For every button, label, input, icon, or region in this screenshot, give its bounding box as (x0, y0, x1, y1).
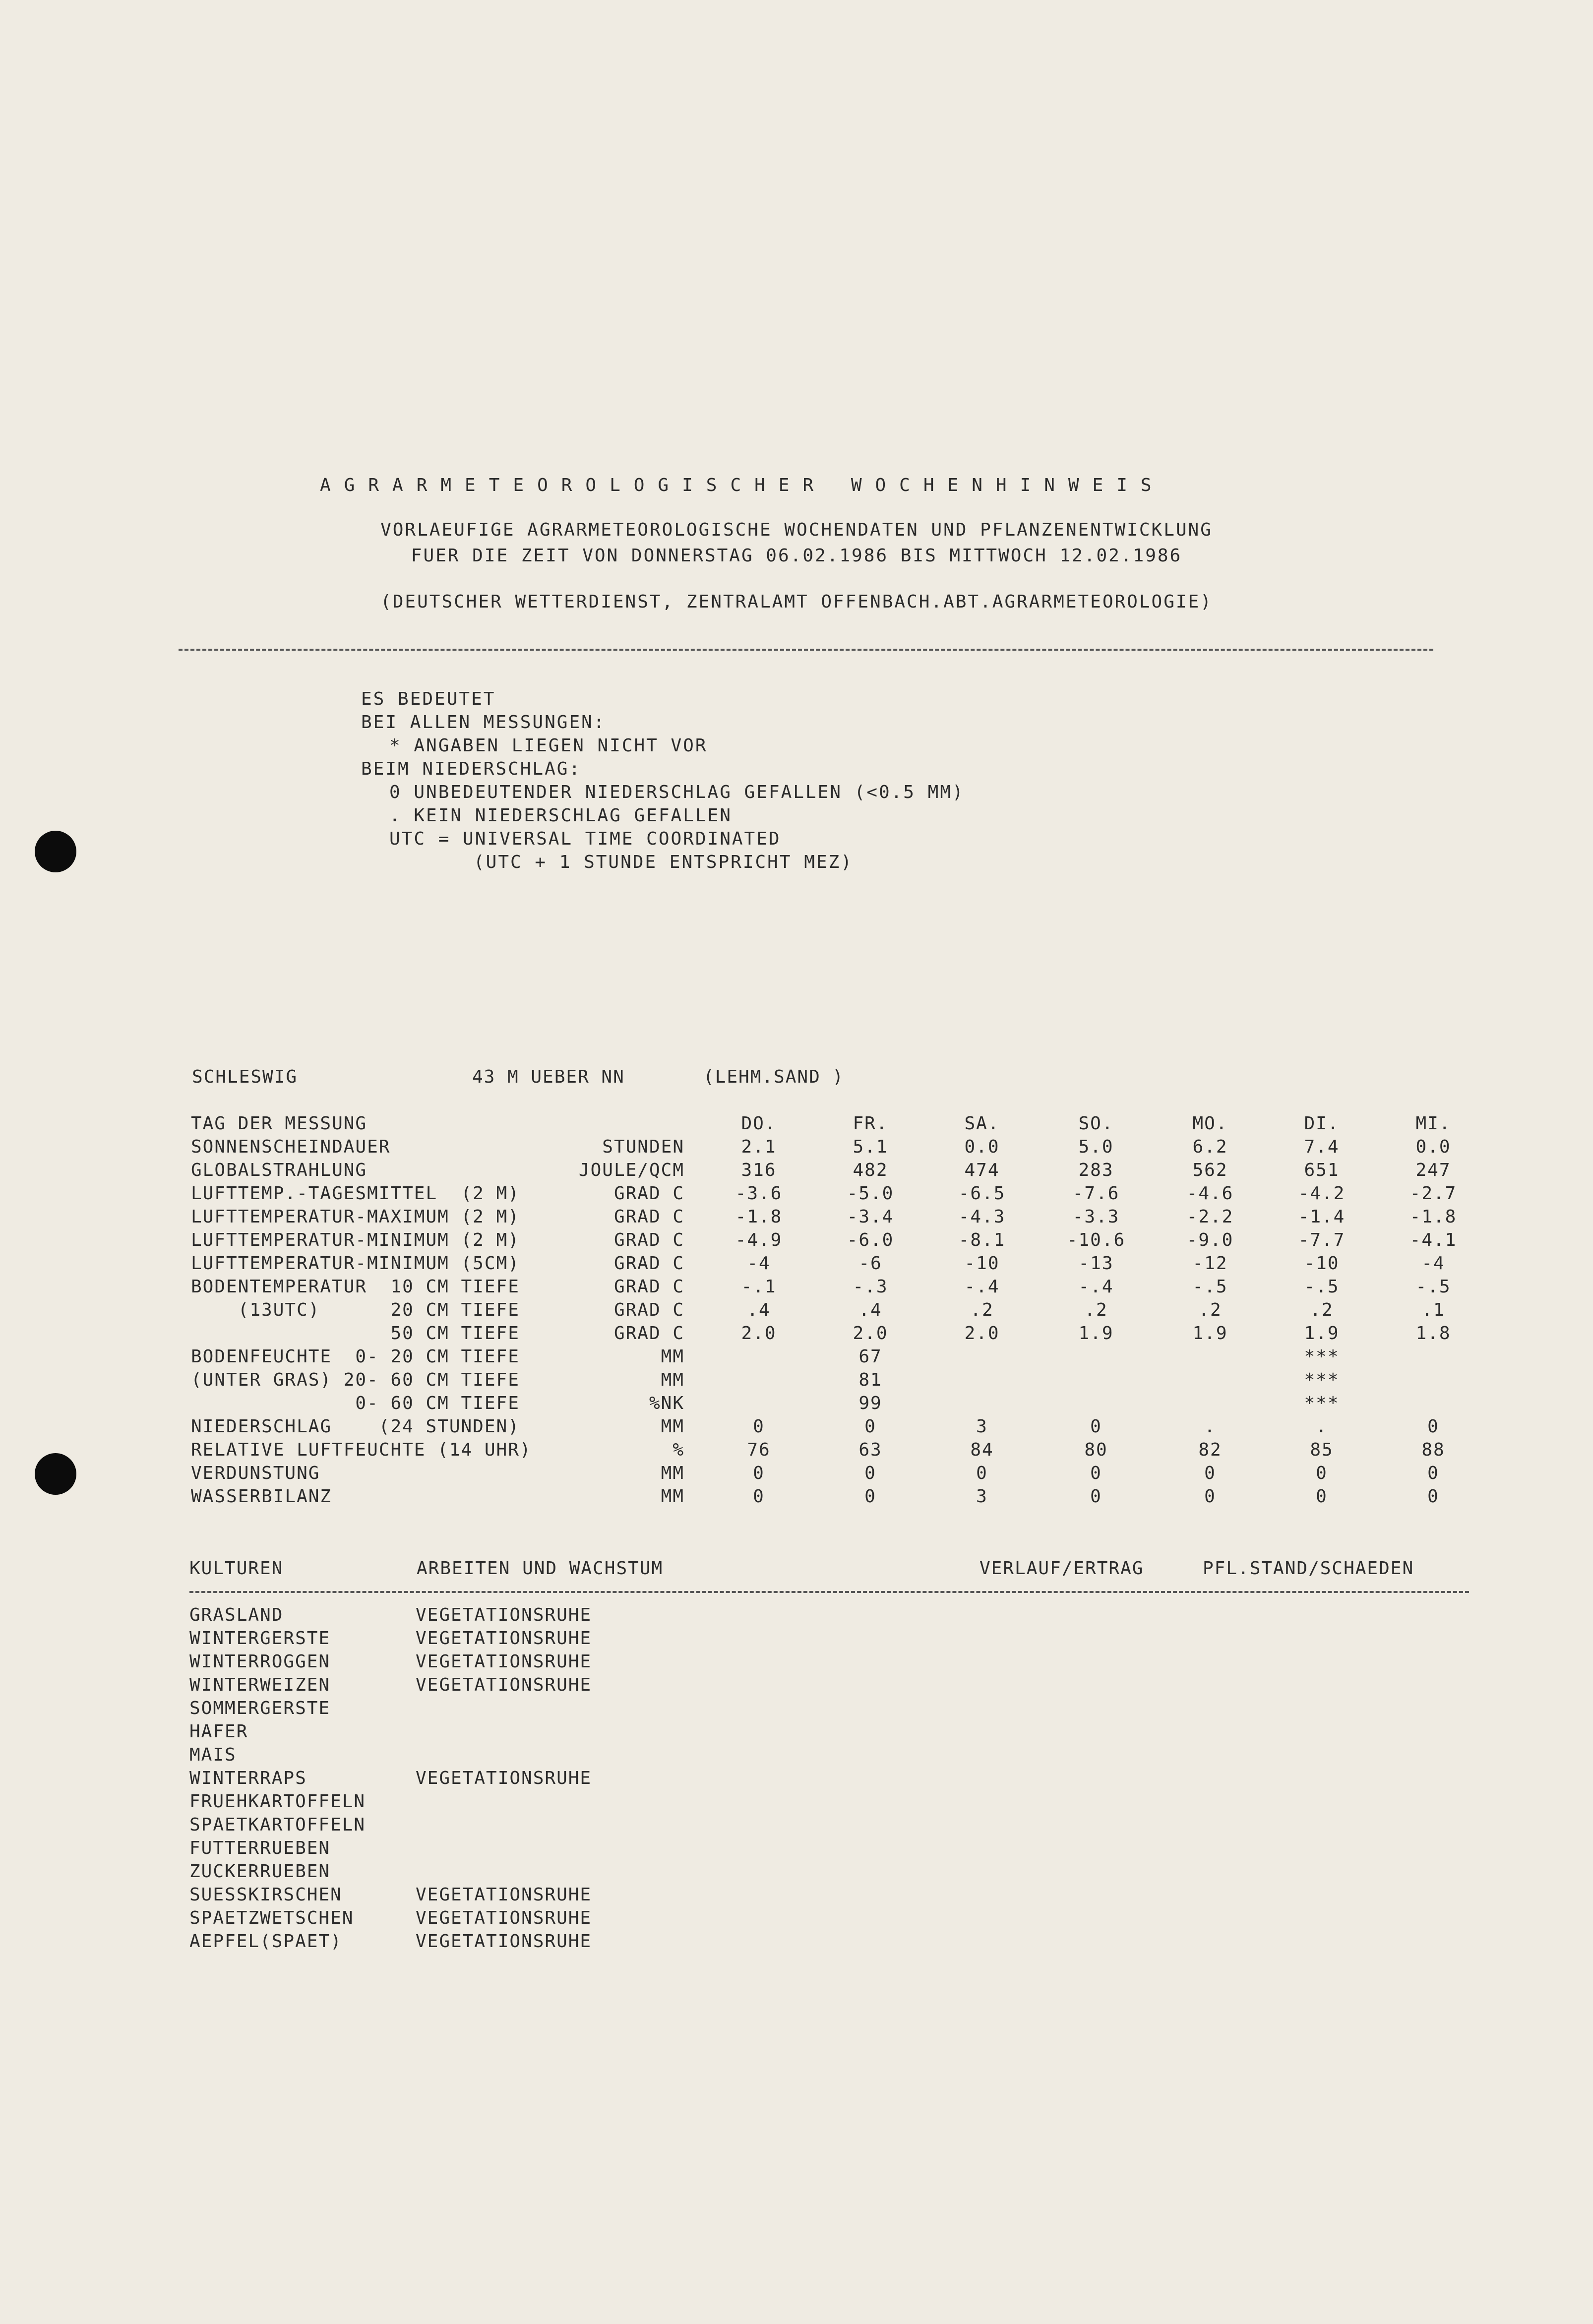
value-cell: 2.0 (853, 1323, 888, 1344)
row-label: 50 CM TIEFE (191, 1323, 520, 1344)
value-cell: 0 (1427, 1486, 1439, 1507)
value-cell: 3 (976, 1416, 988, 1437)
legend-line: UTC = UNIVERSAL TIME COORDINATED (389, 829, 781, 849)
legend-line: * ANGABEN LIEGEN NICHT VOR (389, 735, 708, 756)
value-cell: 0.0 (1415, 1137, 1451, 1157)
value-cell: 3 (976, 1486, 988, 1507)
value-cell: -3.3 (1072, 1207, 1120, 1227)
value-cell: 0 (1090, 1486, 1102, 1507)
crops-header-arbeiten: ARBEITEN UND WACHSTUM (417, 1558, 664, 1579)
row-label: (UNTER GRAS) 20- 60 CM TIEFE (191, 1370, 520, 1390)
crop-name: FRUEHKARTOFFELN (189, 1791, 366, 1812)
value-cell: -1.4 (1298, 1207, 1346, 1227)
crops-header-verlauf: VERLAUF/ERTRAG (980, 1558, 1144, 1579)
value-cell: -3.6 (735, 1183, 783, 1204)
row-unit: MM (661, 1486, 684, 1507)
value-cell: 0 (1090, 1463, 1102, 1483)
value-cell: 0 (864, 1463, 876, 1483)
value-cell: -6 (858, 1253, 882, 1274)
punch-hole-bottom (35, 1453, 76, 1495)
crop-name: WINTERGERSTE (189, 1628, 331, 1649)
value-cell: 0.0 (964, 1137, 1000, 1157)
crop-name: HAFER (189, 1721, 248, 1742)
report-subtitle: VORLAEUFIGE AGRARMETEOROLOGISCHE WOCHENDATEN UND PFLANZENENTWICKLUNG (380, 520, 1213, 540)
value-cell: 0 (753, 1463, 765, 1483)
crop-status: VEGETATIONSRUHE (416, 1651, 592, 1672)
crop-name: FUTTERRUEBEN (189, 1838, 331, 1858)
value-cell: . (1316, 1416, 1328, 1437)
value-cell: 0 (864, 1416, 876, 1437)
value-cell: -2.7 (1409, 1183, 1457, 1204)
day-header: DO. (741, 1113, 777, 1134)
row-label: LUFTTEMPERATUR-MINIMUM (2 M) (191, 1230, 520, 1250)
crop-status: VEGETATIONSRUHE (416, 1908, 592, 1928)
row-label: BODENTEMPERATUR 10 CM TIEFE (191, 1277, 520, 1297)
separator-line (179, 649, 1433, 651)
value-cell: -2.2 (1186, 1207, 1234, 1227)
value-cell: -4 (1421, 1253, 1445, 1274)
value-cell: 84 (970, 1440, 994, 1460)
row-unit: JOULE/QCM (578, 1160, 684, 1180)
value-cell: 2.0 (741, 1323, 777, 1344)
value-cell: 474 (964, 1160, 1000, 1180)
crop-name: SUESSKIRSCHEN (189, 1885, 342, 1905)
value-cell: -6.5 (958, 1183, 1006, 1204)
value-cell: -10.6 (1066, 1230, 1126, 1250)
value-cell: 88 (1421, 1440, 1445, 1460)
row-label: (13UTC) 20 CM TIEFE (191, 1300, 520, 1320)
crop-status: VEGETATIONSRUHE (416, 1931, 592, 1952)
row-label: NIEDERSCHLAG (24 STUNDEN) (191, 1416, 520, 1437)
row-label: RELATIVE LUFTFEUCHTE (14 UHR) (191, 1440, 532, 1460)
row-unit: GRAD C (613, 1323, 684, 1344)
report-source: (DEUTSCHER WETTERDIENST, ZENTRALAMT OFFENBACH.ABT.AGRARMETEOROLOGIE) (380, 592, 1213, 612)
row-unit: GRAD C (613, 1183, 684, 1204)
day-header: DI. (1304, 1113, 1340, 1134)
value-cell: 0 (1204, 1463, 1216, 1483)
station-elevation: 43 M UEBER NN (472, 1067, 625, 1087)
row-label: LUFTTEMPERATUR-MINIMUM (5CM) (191, 1253, 520, 1274)
value-cell: -5.0 (847, 1183, 894, 1204)
row-label: 0- 60 CM TIEFE (191, 1393, 520, 1413)
value-cell: -3.4 (847, 1207, 894, 1227)
value-cell: -4 (747, 1253, 771, 1274)
station-soil: (LEHM.SAND ) (703, 1067, 845, 1087)
crop-name: WINTERRAPS (189, 1768, 307, 1788)
value-cell: .4 (858, 1300, 882, 1320)
value-cell: -9.0 (1186, 1230, 1234, 1250)
legend-line: . KEIN NIEDERSCHLAG GEFALLEN (389, 805, 732, 826)
crop-name: ZUCKERRUEBEN (189, 1861, 331, 1882)
day-header: FR. (853, 1113, 888, 1134)
row-label: WASSERBILANZ (191, 1486, 332, 1507)
station-name: SCHLESWIG (192, 1067, 298, 1087)
crop-status: VEGETATIONSRUHE (416, 1885, 592, 1905)
row-label: TAG DER MESSUNG (191, 1113, 368, 1134)
value-cell: 0 (864, 1486, 876, 1507)
value-cell: 482 (853, 1160, 888, 1180)
value-cell: *** (1304, 1370, 1340, 1390)
crop-name: SPAETKARTOFFELN (189, 1815, 366, 1835)
value-cell: -1.8 (735, 1207, 783, 1227)
row-label: SONNENSCHEINDAUER (191, 1137, 391, 1157)
value-cell: 0 (1427, 1416, 1439, 1437)
value-cell: -.4 (1078, 1277, 1114, 1297)
report-title: AGRARMETEOROLOGISCHER WOCHENHINWEIS (320, 475, 1165, 495)
value-cell: -12 (1192, 1253, 1228, 1274)
day-header: SA. (964, 1113, 1000, 1134)
value-cell: -.5 (1415, 1277, 1451, 1297)
crops-separator (189, 1591, 1469, 1593)
crops-header-kulturen: KULTUREN (189, 1558, 284, 1579)
value-cell: 67 (858, 1346, 882, 1367)
crop-status: VEGETATIONSRUHE (416, 1605, 592, 1625)
value-cell: 316 (741, 1160, 777, 1180)
value-cell: 0 (753, 1486, 765, 1507)
crops-header-stand: PFL.STAND/SCHAEDEN (1203, 1558, 1414, 1579)
value-cell: 99 (858, 1393, 882, 1413)
value-cell: -8.1 (958, 1230, 1006, 1250)
crop-name: WINTERWEIZEN (189, 1675, 331, 1695)
row-label: LUFTTEMP.-TAGESMITTEL (2 M) (191, 1183, 520, 1204)
value-cell: -4.6 (1186, 1183, 1234, 1204)
crop-status: VEGETATIONSRUHE (416, 1628, 592, 1649)
value-cell: -.3 (853, 1277, 888, 1297)
value-cell: 2.0 (964, 1323, 1000, 1344)
value-cell: *** (1304, 1393, 1340, 1413)
crop-name: SPAETZWETSCHEN (189, 1908, 354, 1928)
value-cell: 6.2 (1192, 1137, 1228, 1157)
crop-status: VEGETATIONSRUHE (416, 1675, 592, 1695)
value-cell: -6.0 (847, 1230, 894, 1250)
value-cell: 562 (1192, 1160, 1228, 1180)
legend-line: ES BEDEUTET (361, 689, 496, 709)
row-label: VERDUNSTUNG (191, 1463, 320, 1483)
row-unit: MM (661, 1416, 684, 1437)
value-cell: *** (1304, 1346, 1340, 1367)
report-period: FUER DIE ZEIT VON DONNERSTAG 06.02.1986 BIS MITTWOCH 12.02.1986 (411, 546, 1182, 566)
legend-line: BEI ALLEN MESSUNGEN: (361, 712, 606, 733)
value-cell: 1.9 (1078, 1323, 1114, 1344)
value-cell: 1.8 (1415, 1323, 1451, 1344)
value-cell: -.5 (1192, 1277, 1228, 1297)
value-cell: 0 (1427, 1463, 1439, 1483)
value-cell: -1.8 (1409, 1207, 1457, 1227)
row-unit: STUNDEN (602, 1137, 684, 1157)
legend-line: 0 UNBEDEUTENDER NIEDERSCHLAG GEFALLEN (<0.5 MM) (389, 782, 965, 802)
row-unit: %NK (649, 1393, 684, 1413)
punch-hole-top (35, 831, 76, 872)
value-cell: 81 (858, 1370, 882, 1390)
crop-name: AEPFEL(SPAET) (189, 1931, 342, 1952)
value-cell: 0 (976, 1463, 988, 1483)
row-label: BODENFEUCHTE 0- 20 CM TIEFE (191, 1346, 520, 1367)
value-cell: 651 (1304, 1160, 1340, 1180)
row-unit: MM (661, 1370, 684, 1390)
day-header: MO. (1192, 1113, 1228, 1134)
crop-name: MAIS (189, 1745, 237, 1765)
value-cell: 63 (858, 1440, 882, 1460)
value-cell: -7.7 (1298, 1230, 1346, 1250)
crop-name: SOMMERGERSTE (189, 1698, 331, 1718)
value-cell: -4.3 (958, 1207, 1006, 1227)
legend-line: BEIM NIEDERSCHLAG: (361, 759, 582, 779)
crop-name: WINTERROGGEN (189, 1651, 331, 1672)
value-cell: 76 (747, 1440, 771, 1460)
row-unit: GRAD C (613, 1253, 684, 1274)
row-unit: % (673, 1440, 684, 1460)
day-header: SO. (1078, 1113, 1114, 1134)
row-unit: GRAD C (613, 1207, 684, 1227)
value-cell: .2 (1310, 1300, 1334, 1320)
row-unit: GRAD C (613, 1230, 684, 1250)
value-cell: 0 (1316, 1486, 1328, 1507)
value-cell: -13 (1078, 1253, 1114, 1274)
row-label: GLOBALSTRAHLUNG (191, 1160, 368, 1180)
value-cell: .2 (970, 1300, 994, 1320)
value-cell: -.5 (1304, 1277, 1340, 1297)
value-cell: 2.1 (741, 1137, 777, 1157)
day-header: MI. (1415, 1113, 1451, 1134)
value-cell: 283 (1078, 1160, 1114, 1180)
value-cell: 7.4 (1304, 1137, 1340, 1157)
value-cell: 80 (1084, 1440, 1108, 1460)
value-cell: .2 (1084, 1300, 1108, 1320)
row-unit: GRAD C (613, 1300, 684, 1320)
value-cell: 0 (1090, 1416, 1102, 1437)
value-cell: .1 (1421, 1300, 1445, 1320)
value-cell: 247 (1415, 1160, 1451, 1180)
value-cell: -10 (1304, 1253, 1340, 1274)
value-cell: -.4 (964, 1277, 1000, 1297)
value-cell: 0 (1204, 1486, 1216, 1507)
row-unit: MM (661, 1346, 684, 1367)
value-cell: -4.9 (735, 1230, 783, 1250)
value-cell: 1.9 (1192, 1323, 1228, 1344)
value-cell: -4.1 (1409, 1230, 1457, 1250)
value-cell: 1.9 (1304, 1323, 1340, 1344)
row-unit: GRAD C (613, 1277, 684, 1297)
value-cell: -4.2 (1298, 1183, 1346, 1204)
crop-status: VEGETATIONSRUHE (416, 1768, 592, 1788)
value-cell: 5.0 (1078, 1137, 1114, 1157)
value-cell: .4 (747, 1300, 771, 1320)
value-cell: 82 (1198, 1440, 1222, 1460)
crop-name: GRASLAND (189, 1605, 284, 1625)
value-cell: 0 (1316, 1463, 1328, 1483)
value-cell: 5.1 (853, 1137, 888, 1157)
value-cell: -10 (964, 1253, 1000, 1274)
value-cell: -7.6 (1072, 1183, 1120, 1204)
row-unit: MM (661, 1463, 684, 1483)
row-label: LUFTTEMPERATUR-MAXIMUM (2 M) (191, 1207, 520, 1227)
value-cell: 0 (753, 1416, 765, 1437)
value-cell: . (1204, 1416, 1216, 1437)
value-cell: .2 (1198, 1300, 1222, 1320)
value-cell: 85 (1310, 1440, 1334, 1460)
value-cell: -.1 (741, 1277, 777, 1297)
legend-line: (UTC + 1 STUNDE ENTSPRICHT MEZ) (474, 852, 853, 872)
